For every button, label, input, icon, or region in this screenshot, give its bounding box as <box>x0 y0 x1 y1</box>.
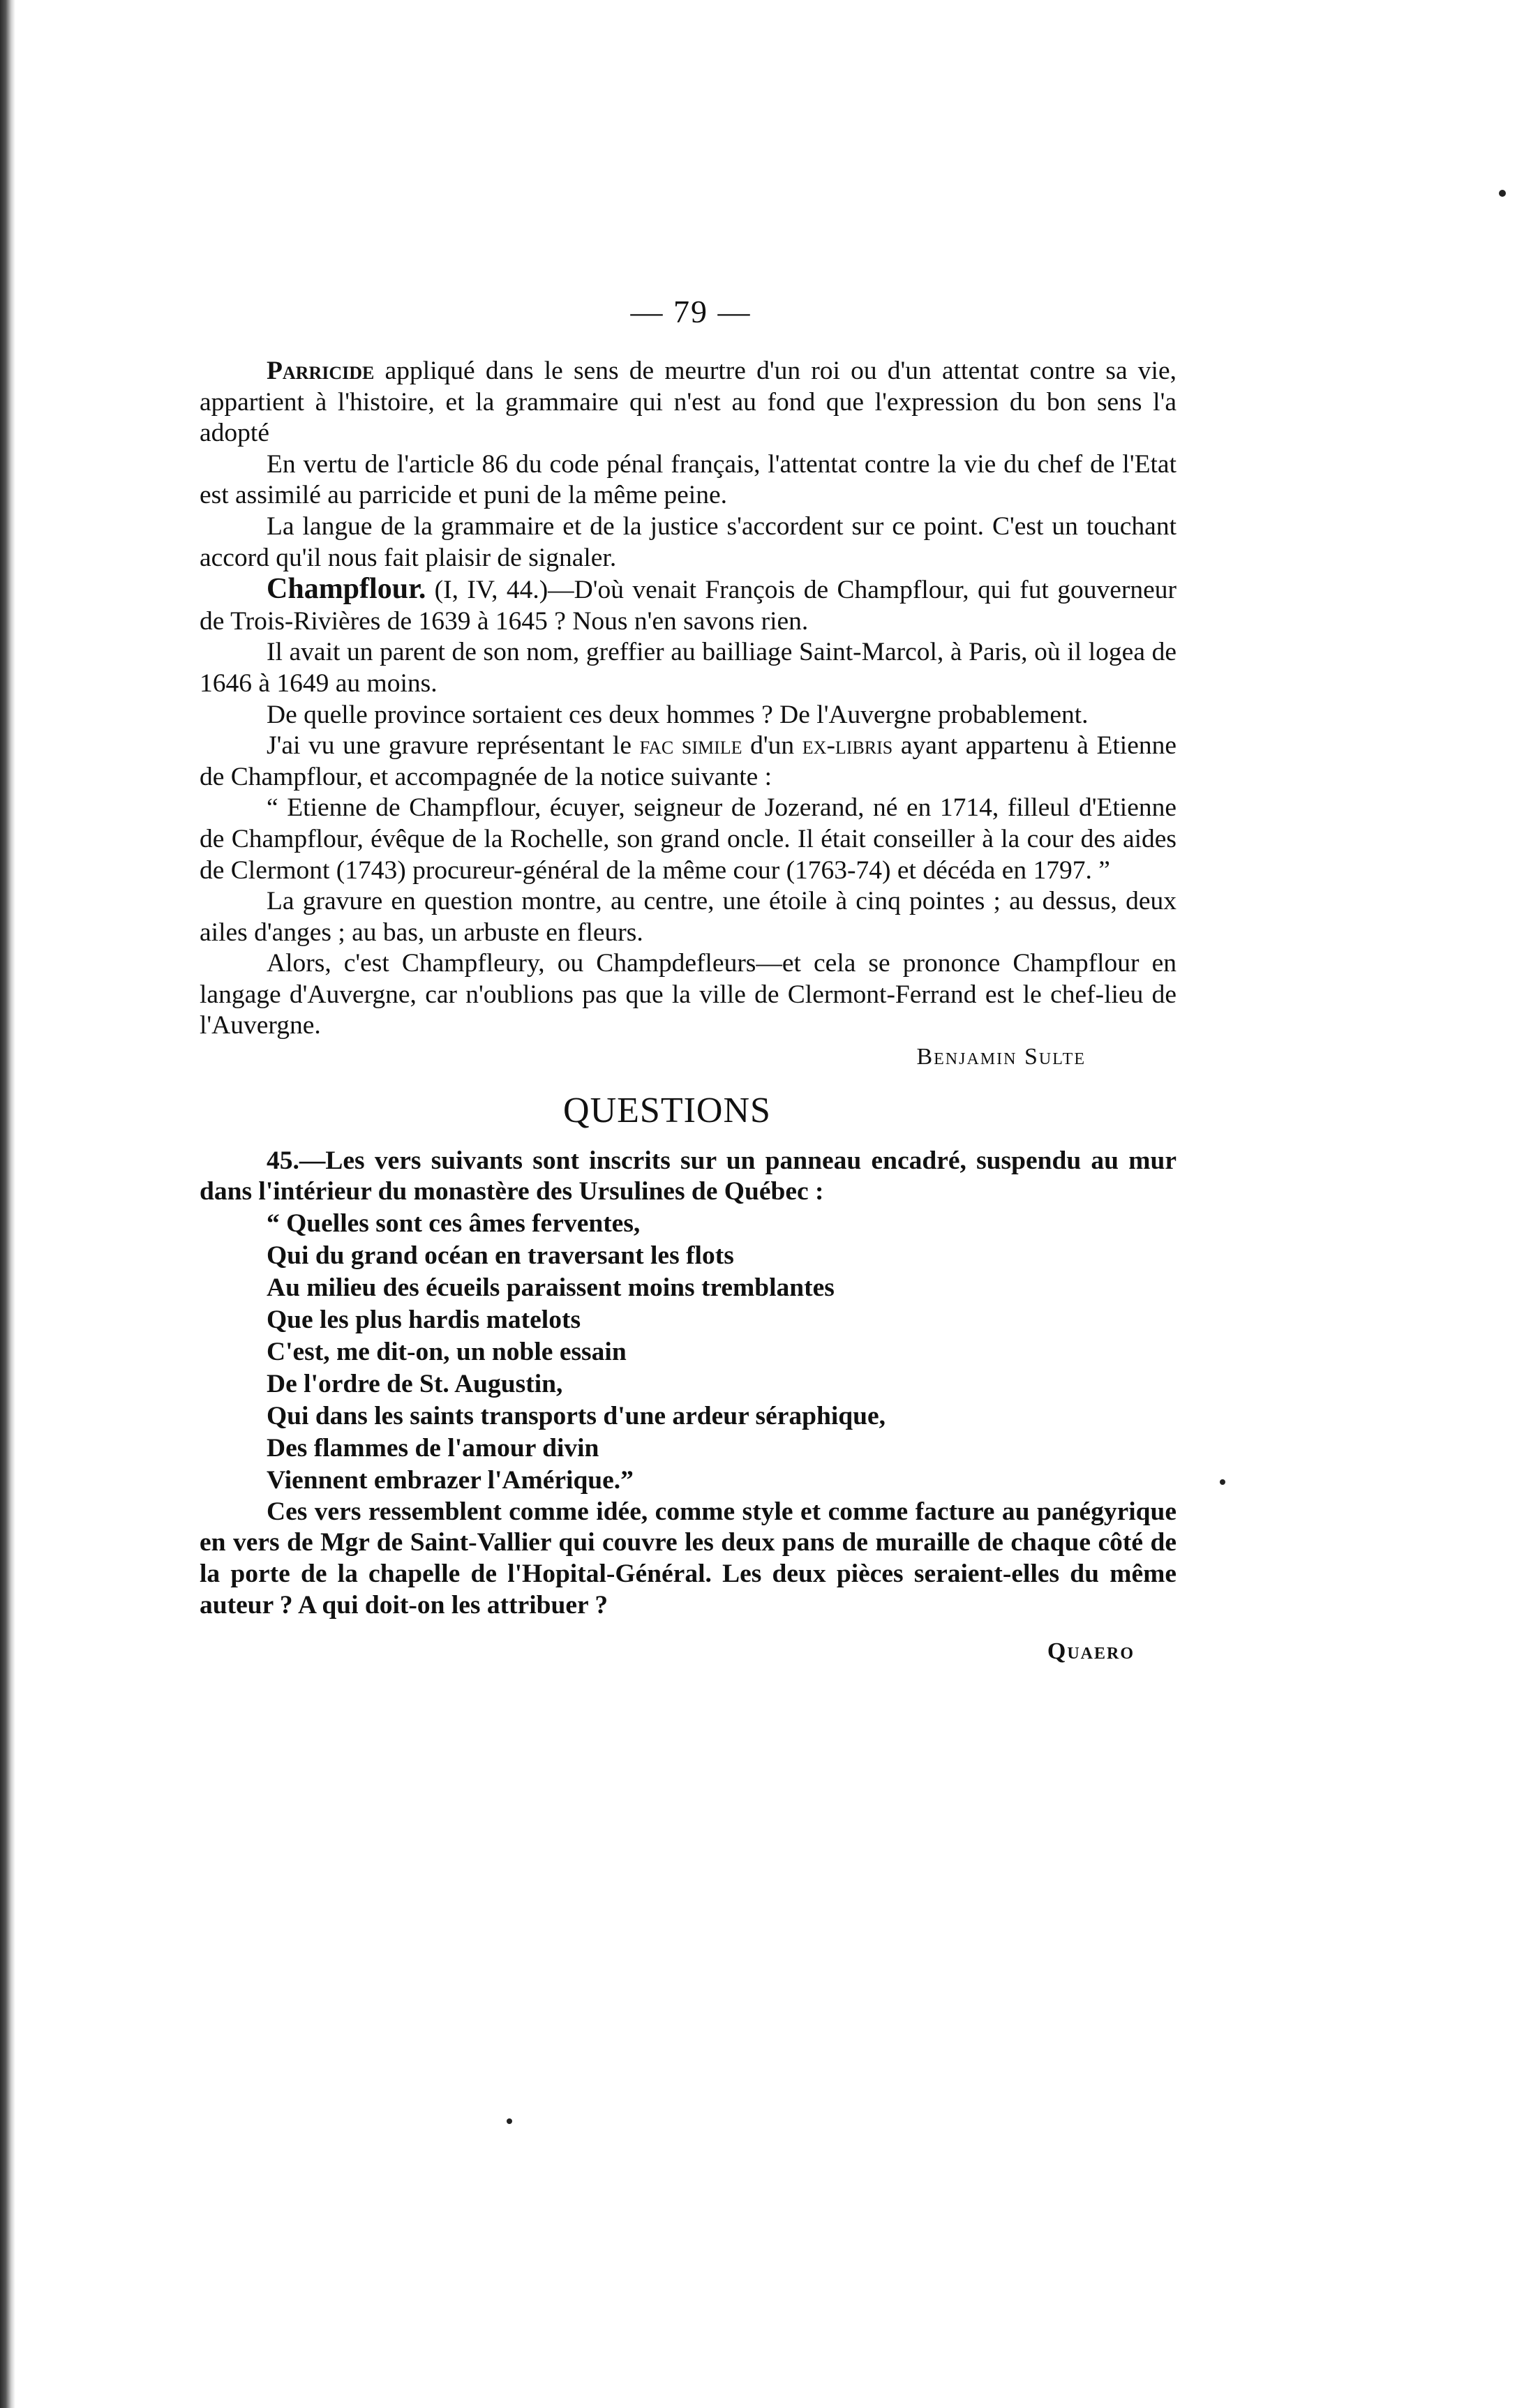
page-body <box>200 356 1176 1668</box>
text-run: J'ai vu une gravure représentant le <box>267 731 640 761</box>
paragraph-text: (I, IV, 44.)—D'où venait François de Champflour, qui fut gouverneur de Trois-Rivières de 1639 à 1645 ? Nous n'en savons rien. <box>200 576 1176 636</box>
paragraph-champflour-quote: “ Etienne de Champflour, écuyer, seigneur de Jozerand, né en 1714, filleul d'Etienne de Champflour, évêque de la Rochelle, son grand oncle. Il était conseiller à la cour des aides de Clermont (1743) procureur-général de la même cour (1763-74) et décéda en 1797. ” <box>200 793 1176 885</box>
signature-benjamin-sulte: Benjamin Sulte <box>916 1044 1086 1070</box>
term-champflour: Champflour. <box>267 573 426 606</box>
question-45 <box>200 1146 1176 1668</box>
paragraph-champflour-2: Il avait un parent de son nom, greffier au bailliage Saint-Marcol, à Paris, où il logea de 1646 à 1649 au moins. <box>200 638 1176 698</box>
verse-block <box>200 1208 1176 1497</box>
scan-speck <box>507 2118 512 2124</box>
question-45-intro: 45.—Les vers suivants sont inscrits sur un panneau encadré, suspendu au mur dans l'intérieur du monastère des Ursulines de Québec : <box>200 1146 1176 1206</box>
verse-line: C'est, me dit-on, un noble essain <box>267 1337 627 1366</box>
paragraph-champflour-7: Alors, c'est Champfleury, ou Champdefleurs—et cela se prononce Champflour en langage d'Auvergne, car n'oublions pas que la ville de Clermont-Ferrand est le chef-lieu de l'Auvergne. <box>200 949 1176 1040</box>
scan-speck <box>1220 1479 1225 1485</box>
scanned-page-edge <box>0 0 15 2408</box>
page-number: — 79 — <box>630 294 752 329</box>
verse-line: Que les plus hardis matelots <box>267 1305 581 1334</box>
verse-line: De l'ordre de St. Augustin, <box>267 1369 563 1398</box>
scan-speck <box>1499 190 1506 197</box>
question-45-commentary: Ces vers ressemblent comme idée, comme style et comme facture au panégyrique en vers de Mgr de Saint-Vallier qui couvre les deux pans de muraille de chaque côté de la porte de la chapelle de l'Hopital-Général. Les deux pièces seraient-elles du même auteur ? A qui doit-on les attribuer ? <box>200 1497 1176 1620</box>
verse-line: Viennent embrazer l'Amérique.” <box>267 1465 634 1495</box>
section-title-questions: QUESTIONS <box>563 1090 771 1130</box>
verse-line: “ Quelles sont ces âmes ferventes, <box>267 1209 641 1238</box>
paragraph-champflour-3: De quelle province sortaient ces deux hommes ? De l'Auvergne probablement. <box>267 700 1089 729</box>
paragraph-champflour-1 <box>200 574 1176 637</box>
verse-line: Qui dans les saints transports d'une ardeur séraphique, <box>267 1401 886 1430</box>
paragraph-text: appliqué dans le sens de meurtre d'un roi ou d'un attentat contre sa vie, appartient à l'histoire, et la grammaire qui n'est au fond que l'expression du bon sens l'a adopté <box>200 357 1176 448</box>
verse-line: Qui du grand océan en traversant les flots <box>267 1241 734 1270</box>
verse-line: Des flammes de l'amour divin <box>267 1433 599 1463</box>
text-fac-simile: fac simile <box>639 731 742 761</box>
paragraph-champflour-4 <box>200 731 1176 793</box>
text-ex-libris: ex-libris <box>802 731 893 761</box>
paragraph-parricide-3: La langue de la grammaire et de la justice s'accordent sur ce point. C'est un touchant accord qu'il nous fait plaisir de signaler. <box>200 511 1176 572</box>
text-run: ayant appartenu à Etienne de Champflour, et accompagnée de la notice suivante : <box>200 731 1176 791</box>
text-run: d'un <box>742 731 802 761</box>
term-parricide: Parricide <box>267 357 375 385</box>
paragraph-parricide-1 <box>200 356 1176 449</box>
verse-line: Au milieu des écueils paraissent moins tremblantes <box>267 1273 835 1302</box>
paragraph-champflour-6: La gravure en question montre, au centre, une étoile à cinq pointes ; au dessus, deux ailes d'anges ; au bas, un arbuste en fleurs. <box>200 887 1176 947</box>
signature-quaero: Quaero <box>1047 1638 1135 1665</box>
paragraph-parricide-2: En vertu de l'article 86 du code pénal français, l'attentat contre la vie du chef de l'Etat est assimilé au parricide et puni de la même peine. <box>200 449 1176 510</box>
